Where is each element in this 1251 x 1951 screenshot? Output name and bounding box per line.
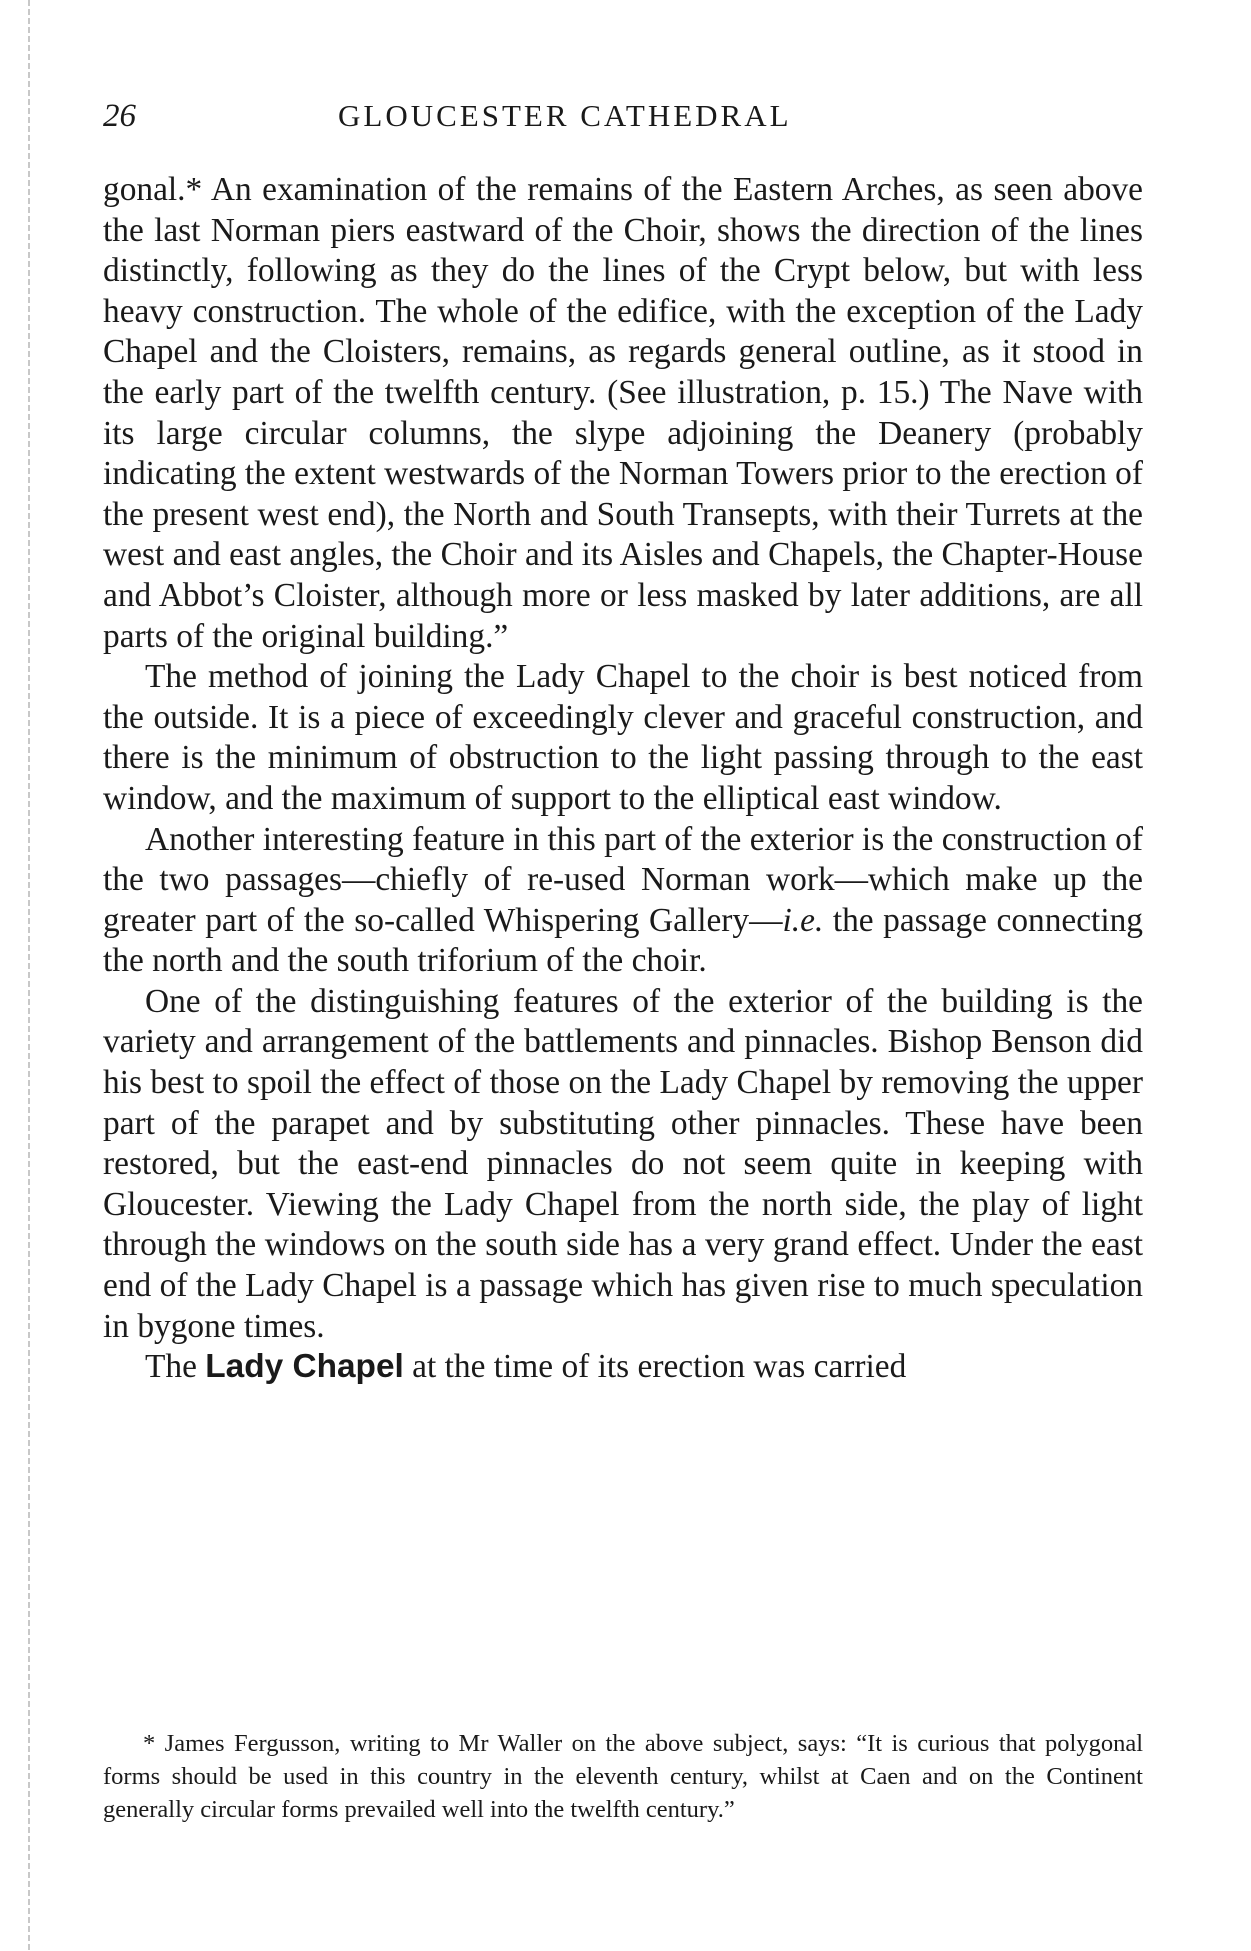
paragraph-text: One of the distinguishing features of the exterior of the building is the variety and arrangement of the battlements and pinnacles. Bishop Benson did his best to spoil the effect of those on the Lady Chapel by removing the upper part of the parapet and by substituting other pinnacles. These have been restored, but the east-end pinnacles do not seem quite in keeping with Gloucester. Viewing the Lady Chapel from the north side, the play of light through the windows on the south side has a very grand effect. Under the east end of the Lady Chapel is a passage which has given rise to much speculation in bygone times. — [103, 982, 1143, 1345]
scan-page-edge — [28, 0, 30, 1951]
paragraph-text: at the time of its erection was carried — [403, 1348, 907, 1386]
paragraph-text: The — [145, 1348, 206, 1386]
paragraph-text: Another interesting feature in this part of the exterior is the construction of the two passages—chiefly of re-used Norman work—which make up the greater part of the so-called Whispering Gallery— — [103, 820, 1143, 939]
page-number: 26 — [103, 98, 136, 134]
italic-abbreviation: i.e. — [782, 901, 824, 939]
paragraph — [103, 820, 1143, 982]
bold-term-lady-chapel: Lady Chapel — [205, 1348, 404, 1386]
footnote: * James Fergusson, writing to Mr Waller on the above subject, says: “It is curious that polygonal forms should be used in this country in the eleventh century, whilst at Caen and on the Continent generally circular forms prevailed well into the twelfth century.” — [103, 1730, 1143, 1823]
paragraph — [103, 657, 1143, 819]
paragraph — [103, 170, 1143, 657]
page-header — [103, 98, 1143, 144]
footnote-section — [103, 1727, 1143, 1826]
paragraph-text: The method of joining the Lady Chapel to the choir is best noticed from the outside. It is a piece of exceedingly clever and graceful construction, and there is the minimum of obstruction to the light passing through to the east window, and the maximum of support to the elliptical east window. — [103, 658, 1143, 817]
paragraph-text: the passage connecting the north and the south triforium of the choir. — [103, 901, 1143, 980]
paragraph — [103, 1347, 1143, 1388]
running-title: GLOUCESTER CATHEDRAL — [338, 98, 792, 133]
body-text — [103, 170, 1143, 1388]
paragraph — [103, 982, 1143, 1347]
paragraph-text: gonal.* An examination of the remains of the Eastern Arches, as seen above the last Norman piers eastward of the Choir, shows the direction of the lines distinctly, following as they do the lines of the Crypt below, but with less heavy construction. The whole of the edifice, with the exception of the Lady Chapel and the Cloisters, remains, as regards general outline, as it stood in the early part of the twelfth century. (See illustration, p. 15.) The Nave with its large circular columns, the slype adjoining the Deanery (probably indicating the extent westwards of the Norman Towers prior to the erection of the present west end), the North and South Transepts, with their Turrets at the west and east angles, the Choir and its Aisles and Chapels, the Chapter-House and Abbot’s Cloister, although more or less masked by later additions, are all parts of the original building.” — [103, 171, 1143, 655]
